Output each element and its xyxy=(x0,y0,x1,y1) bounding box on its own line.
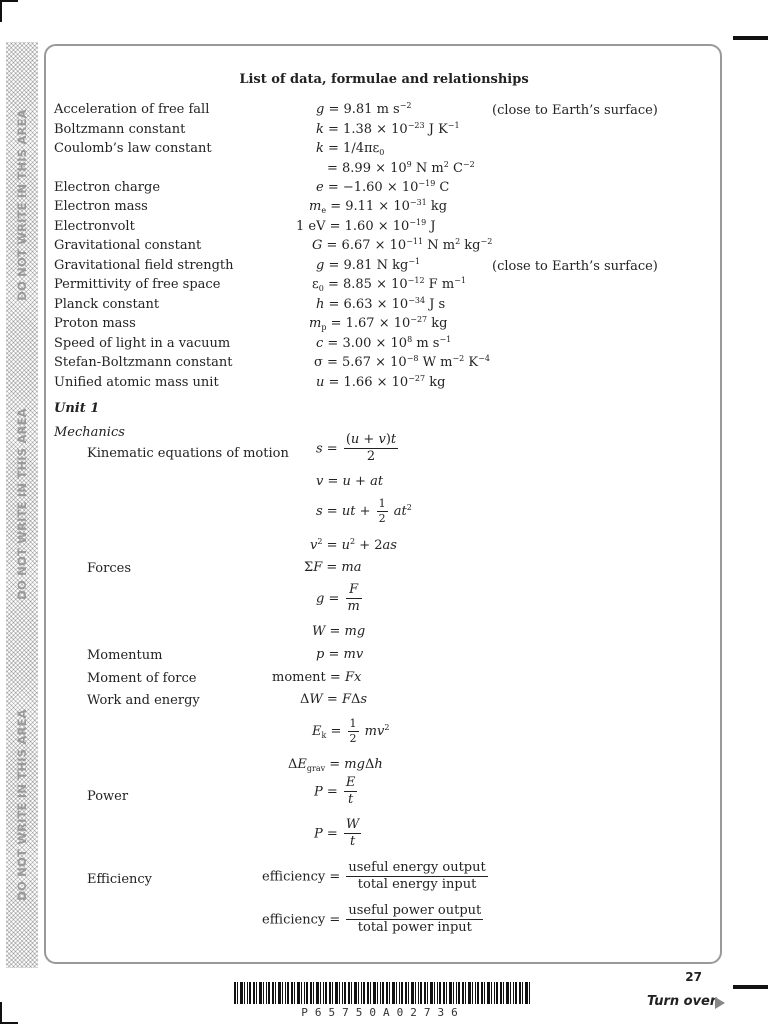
turn-over-label: Turn over xyxy=(647,994,717,1009)
constant-value: $m_e = 9.11 \times 10^{-31}$ kg xyxy=(309,198,448,215)
equation: ΣF = ma xyxy=(304,560,362,575)
constant-value: $\sigma = 5.67 \times 10^{-8}$ W $m^{-2}$ $K^{-4}$ xyxy=(314,354,490,370)
corner-mark-bottom-left xyxy=(0,1002,2,1024)
fraction-numerator: useful power output xyxy=(346,903,483,920)
page-number: 27 xyxy=(685,970,702,984)
do-not-write-label: DO NOT WRITE IN THIS AREA xyxy=(15,408,29,600)
constant-name: Gravitational constant xyxy=(54,238,202,253)
constant-note: (close to Earth’s surface) xyxy=(492,259,658,274)
do-not-write-label: DO NOT WRITE IN THIS AREA xyxy=(15,709,29,901)
constant-value: $G = 6.67 \times 10^{-11}$ N $m^2$ $kg^{-2}$ xyxy=(312,237,493,253)
constant-name: Stefan-Boltzmann constant xyxy=(54,355,233,370)
constant-name: Permittivity of free space xyxy=(54,277,221,292)
equation: p = mv xyxy=(316,647,364,662)
constant-name: Unified atomic mass unit xyxy=(54,375,219,390)
section-label: Moment of force xyxy=(87,671,197,686)
topic-heading: Mechanics xyxy=(54,425,125,440)
section-label: Forces xyxy=(87,561,131,576)
constant-name: Boltzmann constant xyxy=(54,122,186,137)
equation xyxy=(262,903,485,937)
section-label: Momentum xyxy=(87,648,163,663)
constant-value: $\varepsilon_0 = 8.85 \times 10^{-12}$ F $m^{-1}$ xyxy=(312,276,466,293)
constant-value: $u = 1.66 \times 10^{-27}$ kg xyxy=(316,374,446,390)
corner-mark-top-left xyxy=(0,0,2,22)
section-label: Efficiency xyxy=(87,872,153,887)
equation: P = $\frac{W}{t}$ xyxy=(314,817,360,850)
equation xyxy=(262,860,490,894)
constant-value: $k = 1/4\pi\varepsilon_0$ xyxy=(316,141,385,157)
arrow-right-icon xyxy=(715,997,725,1009)
equation: s = ut + $\frac{1}{2}$ $at^2$ xyxy=(316,497,412,525)
section-label: Work and energy xyxy=(87,693,200,708)
edge-bar-bottom xyxy=(733,985,768,989)
constant-name: Gravitational field strength xyxy=(54,258,234,273)
equation: W = mg xyxy=(312,624,366,639)
fraction-denominator: total power input xyxy=(357,920,472,936)
constant-name: Proton mass xyxy=(54,316,136,331)
constant-name: Electron mass xyxy=(54,199,148,214)
corner-mark-top-left xyxy=(0,0,18,2)
constant-value: g = 9.81 N $kg^{-1}$ xyxy=(316,257,421,273)
constant-name: Speed of light in a vacuum xyxy=(54,336,231,351)
do-not-write-label: DO NOT WRITE IN THIS AREA xyxy=(15,109,29,301)
constant-name: Acceleration of free fall xyxy=(54,102,210,117)
constant-value: = $8.99 \times 10^9$ N $m^2$ $C^{-2}$ xyxy=(327,160,475,176)
constant-name: Planck constant xyxy=(54,297,160,312)
constant-value: $m_p = 1.67 \times 10^{-27}$ kg xyxy=(309,315,448,332)
constant-value: $e = -1.60 \times 10^{-19}$ C xyxy=(316,179,450,195)
constant-value: g = 9.81 m $s^{-2}$ xyxy=(316,101,412,117)
equation: $E_k$ = $\frac{1}{2}$ $mv^2$ xyxy=(312,717,390,745)
constant-value: $c = 3.00 \times 10^8$ m $s^{-1}$ xyxy=(316,335,452,351)
unit-heading: Unit 1 xyxy=(54,401,100,416)
constant-name: Electronvolt xyxy=(54,219,135,234)
constant-name: Electron charge xyxy=(54,180,161,195)
equation: v = u + at xyxy=(316,474,384,489)
constant-note: (close to Earth’s surface) xyxy=(492,103,658,118)
equation: g = $\frac{F}{m}$ xyxy=(316,582,360,615)
equation: moment = Fx xyxy=(272,670,362,685)
page-title: List of data, formulae and relationships xyxy=(239,72,529,87)
equation: ΔW = FΔs xyxy=(300,692,368,707)
constant-value: $k = 1.38 \times 10^{-23}$ J $K^{-1}$ xyxy=(316,121,460,137)
barcode xyxy=(234,982,532,1004)
constant-value: 1 eV = $1.60 \times 10^{-19}$ J xyxy=(296,218,436,234)
equation: s = $\frac{(u + v)t}{2}$ xyxy=(316,432,397,465)
constant-value: $h = 6.63 \times 10^{-34}$ J s xyxy=(316,296,446,312)
fraction-numerator: useful energy output xyxy=(346,860,487,877)
equation: $v^2 = u^2 + 2as$ xyxy=(310,537,397,553)
section-label: Kinematic equations of motion xyxy=(87,446,289,461)
section-label: Power xyxy=(87,789,129,804)
equation: $\Delta E_{grav} = mg\Delta h$ xyxy=(288,757,383,773)
fraction-denominator: total energy input xyxy=(357,877,477,893)
efficiency-label: efficiency = xyxy=(262,869,341,885)
equation: P = $\frac{E}{t}$ xyxy=(314,775,356,808)
barcode-text: P65750A02736 xyxy=(301,1006,465,1019)
constant-name: Coulomb’s law constant xyxy=(54,141,212,156)
efficiency-label: efficiency = xyxy=(262,912,341,928)
edge-bar-top xyxy=(733,36,768,40)
